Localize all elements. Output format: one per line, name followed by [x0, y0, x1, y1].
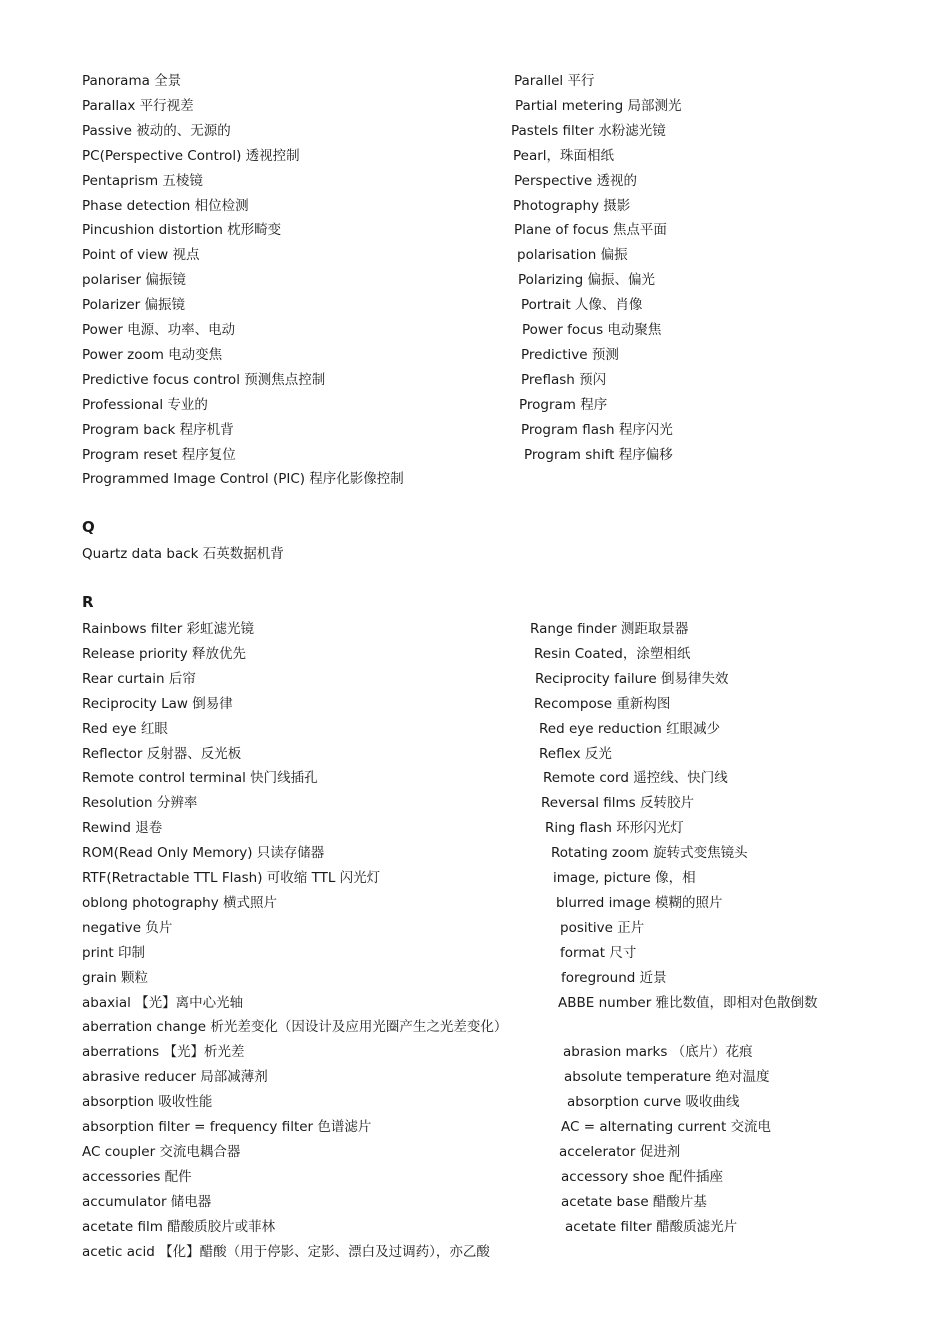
- glossary-term-right: Perspective 透视的: [514, 172, 637, 189]
- glossary-term-left: Phase detection 相位检测: [82, 197, 249, 214]
- glossary-term-left: acetate film 醋酸质胶片或菲林: [82, 1218, 276, 1235]
- glossary-term-left: Remote control terminal 快门线插孔: [82, 770, 318, 787]
- glossary-term-left: Pentaprism 五棱镜: [82, 172, 203, 189]
- glossary-term-right: Portrait 人像、肖像: [521, 297, 643, 314]
- glossary-term-right: Remote cord 遥控线、快门线: [543, 770, 728, 787]
- glossary-term-right: Red eye reduction 红眼减少: [539, 720, 721, 737]
- glossary-row: [82, 368, 942, 393]
- glossary-term-left: aberration change 析光差变化（因设计及应用光圈产生之光差变化）: [82, 1019, 508, 1036]
- glossary-term-right: accessory shoe 配件插座: [561, 1168, 724, 1185]
- glossary-term-left: Polarizer 偏振镜: [82, 297, 185, 314]
- glossary-term-left: abrasive reducer 局部减薄剂: [82, 1069, 268, 1086]
- glossary-term-right: Program 程序: [519, 396, 608, 413]
- glossary-term-right: acetate base 醋酸片基: [561, 1193, 707, 1210]
- glossary-term-right: Reciprocity failure 倒易律失效: [535, 670, 729, 687]
- glossary-row: [82, 667, 942, 692]
- glossary-term-right: Partial metering 局部测光: [515, 97, 682, 114]
- glossary-row: [82, 69, 942, 94]
- glossary-term-left: Rewind 退卷: [82, 820, 163, 837]
- glossary-row: [82, 94, 942, 119]
- glossary-term-left: accessories 配件: [82, 1168, 192, 1185]
- glossary-term-left: Rear curtain 后帘: [82, 670, 196, 687]
- glossary-row: [82, 791, 942, 816]
- glossary-row: [82, 467, 942, 492]
- glossary-term-right: image, picture 像，相: [553, 870, 696, 886]
- glossary-term-left: Point of view 视点: [82, 247, 200, 264]
- glossary-row: [82, 617, 942, 642]
- glossary-term-right: Range finder 测距取景器: [530, 621, 689, 637]
- glossary-row: [82, 418, 942, 443]
- glossary-term-right: Polarizing 偏振、偏光: [518, 272, 655, 289]
- glossary-term-left: Passive 被动的、无源的: [82, 122, 231, 139]
- glossary-term-left: Program reset 程序复位: [82, 446, 236, 463]
- glossary-term-left: Power zoom 电动变焦: [82, 346, 223, 363]
- glossary-term-left: RTF(Retractable TTL Flash) 可收缩 TTL 闪光灯: [82, 870, 381, 886]
- glossary-term-right: Photography 摄影: [513, 197, 631, 214]
- glossary-term-right: blurred image 模糊的照片: [556, 894, 723, 911]
- glossary-term-left: Rainbows filter 彩虹滤光镜: [82, 621, 255, 637]
- glossary-row: [82, 916, 942, 941]
- glossary-row: [82, 766, 942, 791]
- section-heading-q: Q: [82, 518, 95, 536]
- glossary-term-right: Power focus 电动聚焦: [522, 322, 662, 338]
- glossary-row: [82, 1190, 942, 1215]
- glossary-row: [82, 443, 942, 468]
- glossary-row: [82, 642, 942, 667]
- glossary-row: [82, 1090, 942, 1115]
- glossary-term-left: Program back 程序机背: [82, 421, 234, 438]
- glossary-term-left: accumulator 储电器: [82, 1193, 212, 1210]
- glossary-row: [82, 318, 942, 343]
- glossary-term-right: Resin Coated，涂塑相纸: [534, 645, 691, 662]
- glossary-term-left: aberrations 【光】析光差: [82, 1044, 245, 1061]
- section-heading-r: R: [82, 593, 94, 611]
- glossary-row: [82, 891, 942, 916]
- glossary-row: [82, 1240, 942, 1265]
- glossary-term-left: abaxial 【光】离中心光轴: [82, 994, 244, 1011]
- glossary-row: [82, 1140, 942, 1165]
- glossary-row: [82, 991, 942, 1016]
- glossary-term-right: Pastels filter 水粉滤光镜: [511, 122, 666, 139]
- glossary-term-right: Reflex 反光: [539, 745, 612, 762]
- glossary-row: [82, 542, 942, 567]
- glossary-term-right: Rotating zoom 旋转式变焦镜头: [551, 845, 748, 862]
- glossary-row: [82, 742, 942, 767]
- glossary-row: [82, 144, 942, 169]
- glossary-term-left: polariser 偏振镜: [82, 272, 186, 289]
- glossary-row: [82, 1165, 942, 1190]
- glossary-term-left: Panorama 全景: [82, 73, 182, 89]
- glossary-term-left: Power 电源、功率、电动: [82, 322, 236, 338]
- glossary-term-left: AC coupler 交流电耦合器: [82, 1143, 241, 1160]
- glossary-row: [82, 866, 942, 891]
- glossary-row: [82, 268, 942, 293]
- glossary-term-right: polarisation 偏振: [517, 247, 628, 264]
- glossary-term-left: PC(Perspective Control) 透视控制: [82, 147, 300, 164]
- glossary-row: [82, 941, 942, 966]
- glossary-term-left: Parallax 平行视差: [82, 97, 194, 114]
- glossary-term-left: absorption filter = frequency filter 色谱滤片: [82, 1119, 372, 1135]
- glossary-row: [82, 816, 942, 841]
- glossary-term-right: foreground 近景: [561, 969, 667, 986]
- glossary-row: [82, 1215, 942, 1240]
- glossary-term-right: Recompose 重新构图: [534, 695, 671, 712]
- glossary-term-right: absolute temperature 绝对温度: [564, 1069, 770, 1086]
- glossary-term-left: negative 负片: [82, 919, 173, 936]
- glossary-term-right: Predictive 预测: [521, 346, 619, 363]
- glossary-row: [82, 717, 942, 742]
- glossary-row: [82, 966, 942, 991]
- glossary-term-left: Predictive focus control 预测焦点控制: [82, 371, 326, 388]
- glossary-term-right: Ring flash 环形闪光灯: [545, 820, 684, 837]
- glossary-term-left: Red eye 红眼: [82, 720, 168, 737]
- glossary-row: [82, 1015, 942, 1040]
- glossary-term-right: Program flash 程序闪光: [521, 421, 673, 438]
- glossary-term-left: Programmed Image Control (PIC) 程序化影像控制: [82, 471, 404, 488]
- glossary-term-left: grain 颗粒: [82, 969, 148, 986]
- glossary-row: [82, 119, 942, 144]
- glossary-term-left: Quartz data back 石英数据机背: [82, 546, 284, 562]
- glossary-row: [82, 169, 942, 194]
- glossary-term-right: Parallel 平行: [514, 73, 595, 89]
- glossary-term-right: positive 正片: [560, 919, 645, 936]
- glossary-term-right: accelerator 促进剂: [559, 1143, 681, 1160]
- glossary-term-right: Reversal films 反转胶片: [541, 795, 695, 812]
- glossary-term-right: Plane of focus 焦点平面: [514, 222, 667, 239]
- glossary-row: [82, 841, 942, 866]
- glossary-row: [82, 218, 942, 243]
- glossary-term-left: Pincushion distortion 枕形畸变: [82, 222, 282, 239]
- glossary-term-left: acetic acid 【化】醋酸（用于停影、定影、漂白及过调药），亦乙酸: [82, 1243, 490, 1260]
- glossary-row: [82, 343, 942, 368]
- glossary-term-left: Release priority 释放优先: [82, 645, 247, 662]
- glossary-row: [82, 1040, 942, 1065]
- glossary-term-right: absorption curve 吸收曲线: [567, 1094, 740, 1111]
- glossary-term-right: format 尺寸: [560, 944, 637, 961]
- glossary-row: [82, 692, 942, 717]
- glossary-term-left: Reciprocity Law 倒易律: [82, 695, 233, 712]
- glossary-row: [82, 1065, 942, 1090]
- glossary-term-right: ABBE number 雅比数值，即相对色散倒数: [558, 994, 818, 1011]
- glossary-row: [82, 1115, 942, 1140]
- glossary-term-left: ROM(Read Only Memory) 只读存储器: [82, 845, 325, 862]
- glossary-term-left: Resolution 分辨率: [82, 795, 198, 812]
- glossary-term-left: absorption 吸收性能: [82, 1094, 213, 1111]
- glossary-row: [82, 393, 942, 418]
- glossary-term-right: Preflash 预闪: [521, 371, 607, 388]
- glossary-term-left: oblong photography 横式照片: [82, 894, 277, 911]
- glossary-term-right: abrasion marks （底片）花痕: [563, 1044, 753, 1061]
- glossary-row: [82, 194, 942, 219]
- glossary-term-left: Reflector 反射器、反光板: [82, 745, 242, 762]
- glossary-term-right: Program shift 程序偏移: [524, 446, 673, 463]
- glossary-row: [82, 243, 942, 268]
- glossary-row: [82, 293, 942, 318]
- glossary-term-right: Pearl，珠面相纸: [513, 147, 615, 164]
- glossary-term-right: AC = alternating current 交流电: [561, 1119, 772, 1135]
- glossary-term-right: acetate filter 醋酸质滤光片: [565, 1218, 738, 1235]
- glossary-term-left: print 印制: [82, 944, 146, 961]
- glossary-term-left: Professional 专业的: [82, 396, 208, 413]
